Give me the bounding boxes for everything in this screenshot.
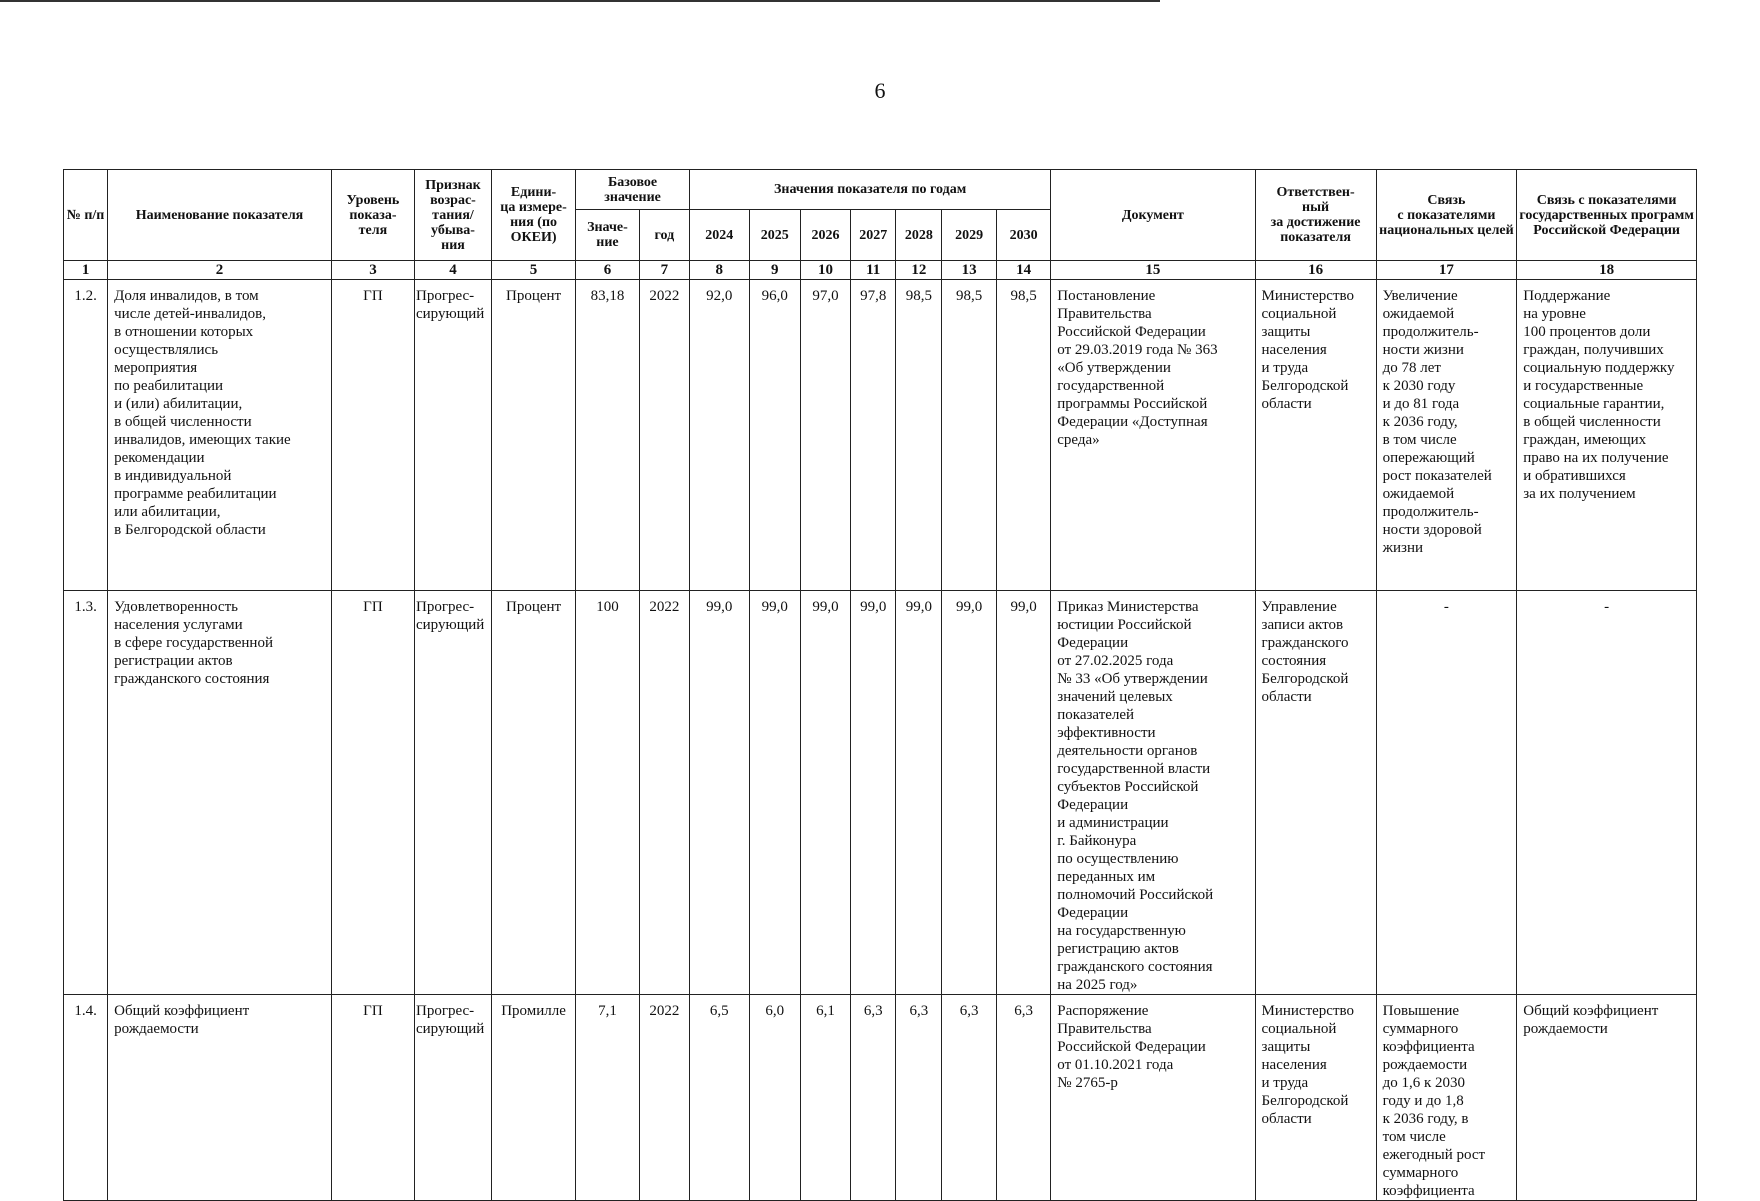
header-year: 2024 [690, 210, 750, 261]
document-ref: Распоряжение Правительства Российской Федерации от 01.10.2021 года № 2765-р [1051, 995, 1255, 1201]
indicator-name: Общий коэффициент рождаемости [108, 995, 332, 1201]
year-value: 99,0 [942, 591, 996, 995]
column-number: 15 [1051, 261, 1255, 280]
year-value: 99,0 [749, 591, 800, 995]
scan-top-edge [0, 0, 1160, 2]
year-value: 6,3 [996, 995, 1050, 1201]
responsible-body: Управление записи актов гражданского состояния Белгородской области [1255, 591, 1376, 995]
column-number: 2 [108, 261, 332, 280]
column-number: 4 [415, 261, 492, 280]
row-number: 1.3. [64, 591, 108, 995]
indicators-table [63, 169, 1697, 1201]
indicator-name: Доля инвалидов, в том числе детей-инвалидов, в отношении которых осуществлялись мероприятия по реабилитации и (или) абилитации, в общей численности инвалидов, имеющих такие рекомендации в индивидуальной программе реабилитации или абилитации, в Белгородской области [108, 280, 332, 591]
page-number: 6 [874, 78, 886, 103]
responsible-body: Министерство социальной защиты населения и труда Белгородской области [1255, 995, 1376, 1201]
header-base: Базовое значение [576, 170, 690, 210]
year-value: 96,0 [749, 280, 800, 591]
header-trend: Признак возрас- тания/ убыва- ния [415, 170, 492, 261]
document-ref: Приказ Министерства юстиции Российской Федерации от 27.02.2025 года № 33 «Об утверждении значений целевых показателей эффективности деятельности органов государственной власти субъектов Российской Федерации и администрации г. Байконура по осуществлению переданных им полномочий Российской Федерации на государственную регистрацию актов гражданского состояния на 2025 год» [1051, 591, 1255, 995]
header-name: Наименование показателя [108, 170, 332, 261]
year-value: 98,5 [896, 280, 942, 591]
year-value: 99,0 [851, 591, 896, 995]
column-number: 16 [1255, 261, 1376, 280]
column-number: 17 [1376, 261, 1517, 280]
column-number-row [64, 261, 1697, 280]
year-value: 99,0 [800, 591, 850, 995]
column-number: 1 [64, 261, 108, 280]
table-row [64, 591, 1697, 995]
year-value: 98,5 [942, 280, 996, 591]
national-goals-link: Повышение суммарного коэффициента рождаемости до 1,6 к 2030 году и до 1,8 к 2036 году, в том числе ежегодный рост суммарного коэффициента [1376, 995, 1517, 1201]
responsible-body: Министерство социальной защиты населения и труда Белгородской области [1255, 280, 1376, 591]
column-number: 18 [1517, 261, 1697, 280]
header-num: № п/п [64, 170, 108, 261]
column-number: 14 [996, 261, 1050, 280]
indicator-unit: Промилле [491, 995, 575, 1201]
row-number: 1.4. [64, 995, 108, 1201]
header-base-year: год [639, 210, 689, 261]
indicator-unit: Процент [491, 591, 575, 995]
indicator-trend: Прогрес- сирующий [415, 995, 492, 1201]
column-number: 9 [749, 261, 800, 280]
column-number: 3 [331, 261, 414, 280]
header-unit: Едини- ца измере- ния (по ОКЕИ) [491, 170, 575, 261]
year-value: 6,3 [942, 995, 996, 1201]
year-value: 98,5 [996, 280, 1050, 591]
header-base-value: Значе- ние [576, 210, 640, 261]
base-value: 100 [576, 591, 640, 995]
document-ref: Постановление Правительства Российской Федерации от 29.03.2019 года № 363 «Об утверждении государственной программы Российской Федерации «Доступная среда» [1051, 280, 1255, 591]
column-number: 12 [896, 261, 942, 280]
header-state-programs: Связь с показателями государственных программ Российской Федерации [1517, 170, 1697, 261]
header-document: Документ [1051, 170, 1255, 261]
year-value: 99,0 [896, 591, 942, 995]
year-value: 6,3 [896, 995, 942, 1201]
indicator-level: ГП [331, 591, 414, 995]
base-value: 7,1 [576, 995, 640, 1201]
national-goals-link: Увеличение ожидаемой продолжитель- ности жизни до 78 лет к 2030 году и до 81 года к 2036 году, в том числе опережающий рост показателей ожидаемой продолжитель- ности здоровой жизни [1376, 280, 1517, 591]
state-programs-link: - [1517, 591, 1697, 995]
base-value: 83,18 [576, 280, 640, 591]
indicator-level: ГП [331, 280, 414, 591]
column-number: 6 [576, 261, 640, 280]
year-value: 6,3 [851, 995, 896, 1201]
header-responsible: Ответствен- ный за достижение показателя [1255, 170, 1376, 261]
year-value: 6,5 [690, 995, 750, 1201]
column-number: 11 [851, 261, 896, 280]
base-year: 2022 [639, 280, 689, 591]
year-value: 97,8 [851, 280, 896, 591]
header-year: 2026 [800, 210, 850, 261]
year-value: 92,0 [690, 280, 750, 591]
state-programs-link: Общий коэффициент рождаемости [1517, 995, 1697, 1201]
indicator-unit: Процент [491, 280, 575, 591]
year-value: 6,0 [749, 995, 800, 1201]
indicator-trend: Прогрес- сирующий [415, 591, 492, 995]
indicator-trend: Прогрес- сирующий [415, 280, 492, 591]
header-year: 2025 [749, 210, 800, 261]
header-national: Связь с показателями национальных целей [1376, 170, 1517, 261]
header-year: 2027 [851, 210, 896, 261]
indicator-level: ГП [331, 995, 414, 1201]
year-value: 6,1 [800, 995, 850, 1201]
base-year: 2022 [639, 591, 689, 995]
header-year: 2028 [896, 210, 942, 261]
base-year: 2022 [639, 995, 689, 1201]
table-row [64, 280, 1697, 591]
indicator-name: Удовлетворенность населения услугами в сфере государственной регистрации актов гражданского состояния [108, 591, 332, 995]
year-value: 97,0 [800, 280, 850, 591]
state-programs-link: Поддержание на уровне 100 процентов доли граждан, получивших социальную поддержку и государственные социальные гарантии, в общей численности граждан, имеющих право на их получение и обратившихся за их получением [1517, 280, 1697, 591]
column-number: 13 [942, 261, 996, 280]
header-year: 2030 [996, 210, 1050, 261]
header-year: 2029 [942, 210, 996, 261]
column-number: 7 [639, 261, 689, 280]
table-row [64, 995, 1697, 1201]
year-value: 99,0 [690, 591, 750, 995]
header-level: Уровень показа- теля [331, 170, 414, 261]
column-number: 8 [690, 261, 750, 280]
national-goals-link: - [1376, 591, 1517, 995]
row-number: 1.2. [64, 280, 108, 591]
year-value: 99,0 [996, 591, 1050, 995]
header-row-1 [64, 170, 1697, 210]
column-number: 5 [491, 261, 575, 280]
column-number: 10 [800, 261, 850, 280]
header-years-group: Значения показателя по годам [690, 170, 1051, 210]
